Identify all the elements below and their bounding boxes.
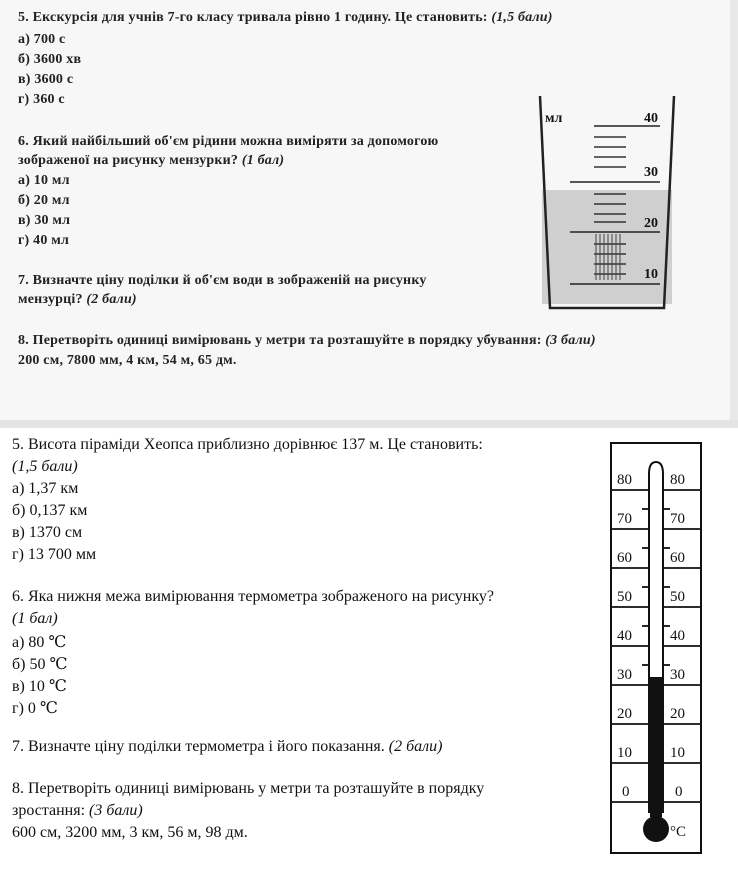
q5b-option-d: г) 13 700 мм	[12, 546, 97, 563]
q6-option-c: в) 30 мл	[18, 213, 71, 228]
thermometer-liquid	[650, 677, 662, 817]
q6b-option-d: г) 0 ℃	[12, 700, 58, 717]
q5b-option-b: б) 0,137 км	[12, 502, 88, 519]
q5b-option-a: а) 1,37 км	[12, 480, 79, 497]
thermo-right-20: 20	[670, 706, 685, 722]
thermo-right-0: 0	[675, 784, 683, 800]
question-8-top: 8. Перетворіть одиниці вимірювань у метри та розташуйте в порядку убування: (3 бали)	[18, 333, 596, 348]
page-divider	[0, 420, 738, 428]
thermometer-bulb	[643, 816, 669, 842]
beaker-water	[542, 190, 672, 304]
thermo-left-50: 50	[617, 589, 632, 605]
beaker-label-20: 20	[644, 216, 658, 231]
q8-values: 200 см, 7800 мм, 4 км, 54 м, 65 дм.	[18, 353, 237, 368]
question-8-bottom-line2: зростання: (3 бали)	[12, 802, 143, 819]
worksheet-top	[0, 0, 738, 420]
beaker-figure	[530, 94, 690, 316]
thermometer-figure	[600, 432, 712, 858]
thermo-left-10: 10	[617, 745, 632, 761]
question-6-top-line1: 6. Який найбільший об'єм рідини можна виміряти за допомогою	[18, 134, 439, 149]
question-5-top: 5. Екскурсія для учнів 7-го класу тривала рівно 1 годину. Це становить: (1,5 бали)	[18, 10, 553, 25]
thermo-left-20: 20	[617, 706, 632, 722]
thermo-unit-label: °C	[670, 824, 687, 840]
q5-option-d: г) 360 с	[18, 92, 65, 107]
q5-option-c: в) 3600 с	[18, 72, 74, 87]
q5-option-a: а) 700 с	[18, 32, 66, 47]
thermo-left-30: 30	[617, 667, 632, 683]
question-6-top-line2: зображеної на рисунку мензурки? (1 бал)	[18, 153, 285, 168]
question-6-bottom: 6. Яка нижня межа вимірювання термометра зображеного на рисунку?	[12, 588, 495, 605]
q6-option-d: г) 40 мл	[18, 233, 70, 248]
thermo-right-30: 30	[670, 667, 685, 683]
q6-points: (1 бал)	[12, 610, 58, 627]
beaker-label-30: 30	[644, 165, 658, 180]
worksheet-bottom	[0, 428, 738, 893]
q6b-option-b: б) 50 ℃	[12, 656, 68, 673]
question-7-top-line2: мензурці? (2 бали)	[18, 292, 137, 307]
q8b-values: 600 см, 3200 мм, 3 км, 56 м, 98 дм.	[12, 824, 248, 841]
beaker-label-40: 40	[644, 111, 658, 126]
right-edge-shadow	[730, 0, 738, 420]
thermo-left-60: 60	[617, 550, 632, 566]
beaker-vertical-hatch	[596, 234, 620, 280]
beaker-label-10: 10	[644, 267, 658, 282]
question-7-top-line1: 7. Визначте ціну поділки й об'єм води в зображеній на рисунку	[18, 273, 427, 288]
question-7-bottom: 7. Визначте ціну поділки термометра і його показання. (2 бали)	[12, 738, 443, 755]
q6-option-a: а) 10 мл	[18, 173, 70, 188]
thermo-left-80: 80	[617, 472, 632, 488]
thermo-right-80: 80	[670, 472, 685, 488]
q5-points: (1,5 бали)	[12, 458, 78, 475]
thermo-left-70: 70	[617, 511, 632, 527]
question-5-bottom: 5. Висота піраміди Хеопса приблизно дорівнює 137 м. Це становить:	[12, 436, 483, 453]
q5-option-b: б) 3600 хв	[18, 52, 82, 67]
thermo-right-10: 10	[670, 745, 685, 761]
question-8-bottom-line1: 8. Перетворіть одиниці вимірювань у метри та розташуйте в порядку	[12, 780, 485, 797]
thermo-right-60: 60	[670, 550, 685, 566]
q6-option-b: б) 20 мл	[18, 193, 70, 208]
thermo-right-50: 50	[670, 589, 685, 605]
thermo-right-70: 70	[670, 511, 685, 527]
q5b-option-c: в) 1370 см	[12, 524, 83, 541]
thermo-left-0: 0	[622, 784, 630, 800]
beaker-unit-label: мл	[545, 111, 563, 126]
q6b-option-c: в) 10 ℃	[12, 678, 67, 695]
thermo-right-40: 40	[670, 628, 685, 644]
thermo-left-40: 40	[617, 628, 632, 644]
q6b-option-a: а) 80 ℃	[12, 634, 67, 651]
